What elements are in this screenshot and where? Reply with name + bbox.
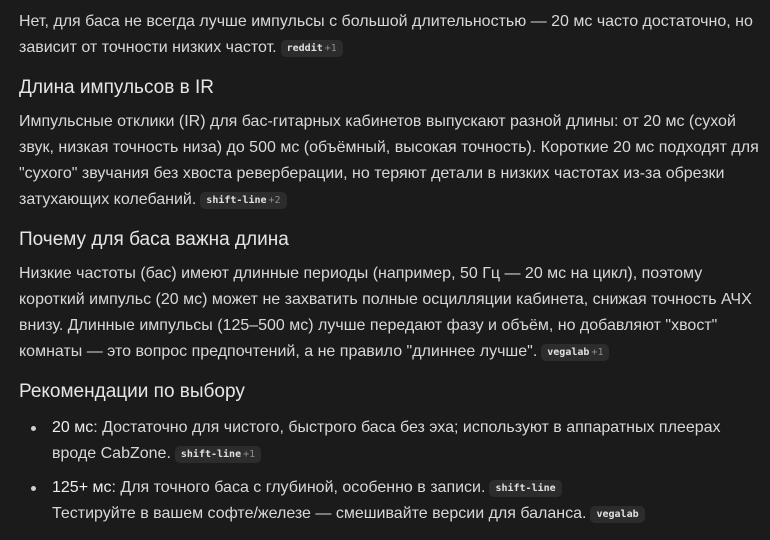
source-chip-vegalab[interactable] — [541, 344, 609, 361]
source-count: +1 — [591, 347, 604, 358]
section-heading-ir-length: Длина импульсов в IR — [19, 77, 214, 98]
item-label: 125+ мс — [52, 479, 112, 496]
source-chip-vegalab[interactable] — [590, 506, 644, 523]
source-count: +1 — [324, 43, 337, 54]
source-count: +1 — [243, 449, 256, 460]
source-name: vegalab — [547, 347, 590, 358]
source-chip-shift-line[interactable] — [175, 446, 261, 463]
section-heading-recommendations: Рекомендации по выбору — [19, 381, 245, 402]
item-extra-text: Тестируйте в вашем софте/железе — смешивайте версии для баланса. — [52, 505, 587, 522]
section-text: Импульсные отклики (IR) для бас-гитарных кабинетов выпускают разной длины: от 20 мс (сухой звук, низкая точность низа) до 500 мс (объёмный, высокая точность). Короткие 20 мс подходят для "сухого" звучания без хвоста реверберации, но теряют детали в низких частотах из-за обрезки затухающих колебаний. — [19, 113, 759, 208]
source-chip-shift-line[interactable] — [489, 480, 561, 497]
section-paragraph-ir-length — [19, 109, 759, 213]
source-chip-shift-line[interactable] — [200, 192, 286, 209]
source-name: reddit — [286, 43, 323, 54]
recommendations-list — [19, 415, 759, 527]
source-chip-reddit[interactable] — [281, 40, 343, 57]
bullet-icon — [31, 486, 36, 491]
item-label: 20 мс — [52, 419, 94, 436]
source-count: +2 — [268, 195, 281, 206]
intro-text: Нет, для баса не всегда лучше импульсы с большой длительностью — 20 мс часто достаточно, но зависит от точности низких частот. — [19, 13, 753, 56]
section-heading-why-length: Почему для баса важна длина — [19, 229, 289, 250]
section-paragraph-why-length — [19, 261, 759, 365]
source-name: shift-line — [495, 483, 556, 494]
source-name: shift-line — [180, 449, 242, 460]
list-item — [19, 475, 759, 527]
intro-paragraph — [19, 0, 759, 61]
item-text: : Для точного баса с глубиной, особенно в записи. — [111, 479, 486, 496]
section-text: Низкие частоты (бас) имеют длинные периоды (например, 50 Гц — 20 мс на цикл), поэтому короткий импульс (20 мс) может не захватить полные осцилляции кабинета, снижая точность АЧХ внизу. Длинные импульсы (125–500 мс) лучше передают фазу и объём, но добавляют "хвост" комнаты — это вопрос предпочтений, а не правило "длиннее лучше". — [19, 265, 752, 360]
bullet-icon — [31, 426, 36, 431]
source-name: shift-line — [206, 195, 267, 206]
source-name: vegalab — [596, 509, 639, 520]
list-item — [19, 415, 759, 467]
item-text: : Достаточно для чистого, быстрого баса без эха; используют в аппаратных плеерах вроде CabZone. — [52, 419, 721, 462]
